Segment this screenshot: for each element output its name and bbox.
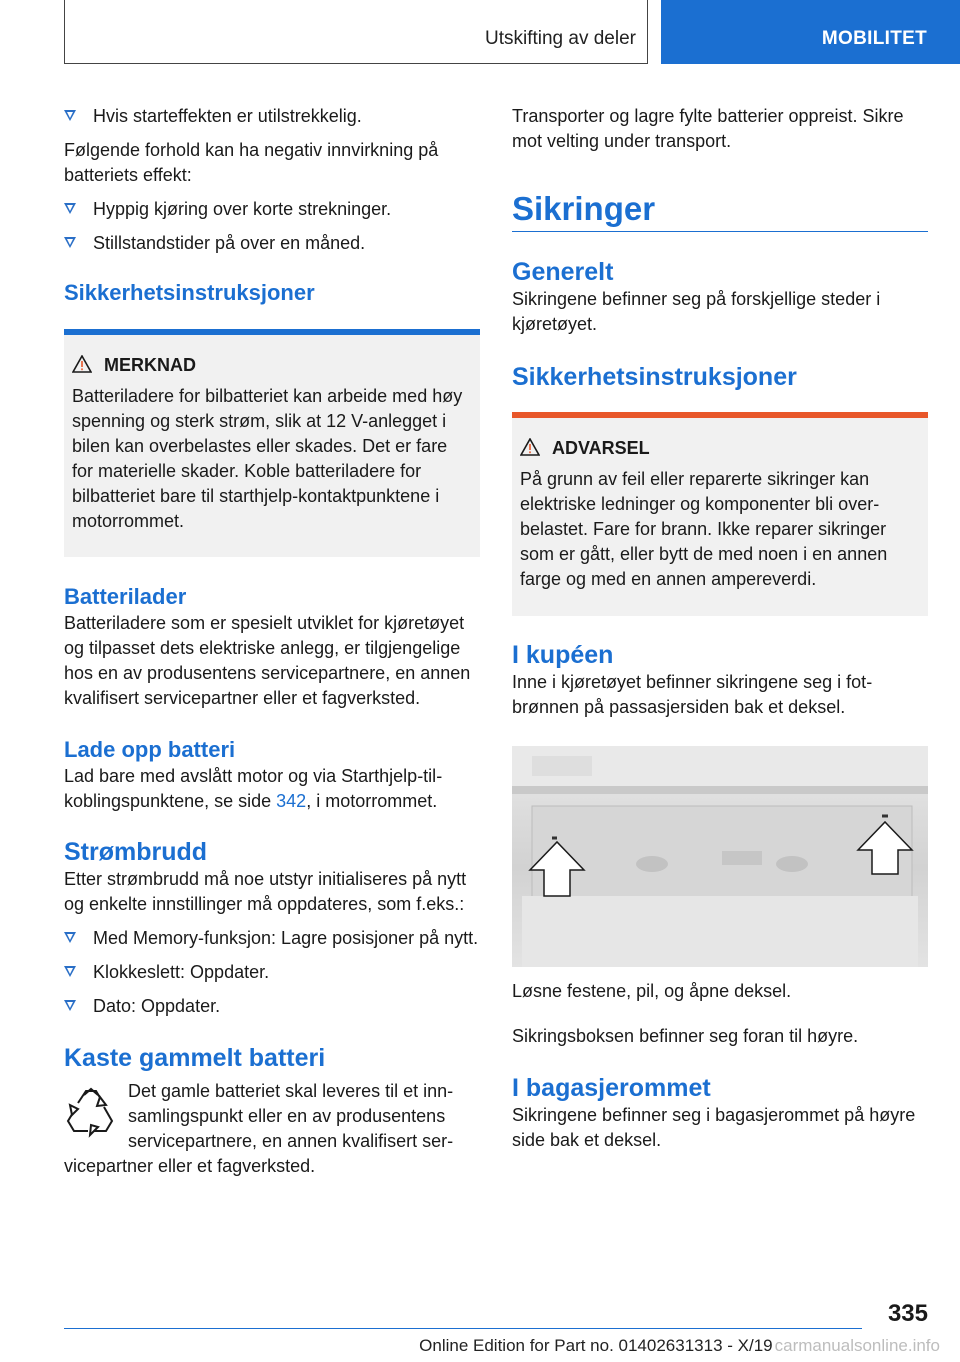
notice-box <box>64 329 480 557</box>
bullet-triangle-icon <box>64 932 76 943</box>
left-column <box>64 104 480 1179</box>
section-heading: Batterilader <box>64 584 187 609</box>
recycle-icon <box>64 1087 120 1147</box>
warning-triangle-icon <box>72 355 92 373</box>
section-heading: Sikkerhetsinstruksjoner <box>512 363 797 391</box>
section-heading: I kupéen <box>512 641 614 669</box>
heading-rule <box>512 231 928 232</box>
paragraph: Lad bare med avslått motor og via Starthjelp-tilkoblingspunktene, se side 342, i motorrommet. <box>64 766 443 811</box>
section-heading: Strømbrudd <box>64 838 208 866</box>
photo-caption: Løsne festene, pil, og åpne deksel. <box>512 981 792 1001</box>
warning-text: På grunn av feil eller reparerte sikringer kan elektriske ledninger og komponenter bli overbelastet. Fare for brann. Ikke reparer sikringer som er gått, eller bytt de med noen i en annen farge og med en annen ampereverdi. <box>520 469 888 589</box>
page-link[interactable]: 342 <box>276 791 307 811</box>
bullet-triangle-icon <box>64 1000 76 1011</box>
section-heading: I bagasjerommet <box>512 1074 711 1102</box>
paragraph: Inne i kjøretøyet befinner sikringene seg i fotbrønnen på passasjersiden bak et deksel. <box>512 672 873 717</box>
section-heading: Generelt <box>512 258 614 286</box>
list-item: Hvis starteffekten er utilstrekkelig. <box>64 104 480 129</box>
bullet-triangle-icon <box>64 203 76 214</box>
footer-rule <box>64 1328 862 1329</box>
section-heading: Kaste gammelt batteri <box>64 1044 326 1072</box>
right-column <box>512 104 928 1153</box>
notice-title: MERKNAD <box>72 353 472 378</box>
warning-box <box>512 412 928 616</box>
chapter-heading: Sikringer <box>512 190 656 227</box>
paragraph: Sikringene befinner seg på forskjellige steder i kjøretøyet. <box>512 289 881 334</box>
list-item: Med Memory-funksjon: Lagre posisjoner på nytt. <box>64 926 480 951</box>
paragraph: Sikringsboksen befinner seg foran til høyre. <box>512 1026 859 1046</box>
list-item: Stillstandstider på over en måned. <box>64 231 480 256</box>
list-item: Klokkeslett: Oppdater. <box>64 960 480 985</box>
paragraph: Etter strømbrudd må noe utstyr initialiseres på nytt og enkelte innstillinger må oppdateres, som f.eks.: <box>64 869 467 914</box>
paragraph: Transporter og lagre fylte batterier oppreist. Sikre mot velting under transport. <box>512 106 904 151</box>
section-heading: Sikkerhetsinstruksjoner <box>64 280 315 305</box>
header-chapter-label: MOBILITET <box>821 28 927 49</box>
paragraph: Sikringene befinner seg i bagasjerommet på høyre side bak et deksel. <box>512 1105 916 1150</box>
bullet-triangle-icon <box>64 110 76 121</box>
notice-text: Batteriladere for bilbatteriet kan arbeide med høy spenning og sterk strøm, slik at 12 V-anlegget i bilen kan overbelastes eller skades. Det er fare for materielle skader. Koble batteriladere for bilbatteriet bare til starthjelp-kontaktpunktene i motorrommet. <box>72 386 463 531</box>
footer-edition: Online Edition for Part no. 01402631313 - X/19 carmanualsonline.info <box>419 1336 940 1355</box>
fuse-cover-photo <box>512 746 928 967</box>
header-section-title: Utskifting av deler <box>484 28 636 49</box>
page-number: 335 <box>887 1300 928 1327</box>
list-item: Hyppig kjøring over korte strekninger. <box>64 197 480 222</box>
bullet-triangle-icon <box>64 966 76 977</box>
warning-triangle-icon <box>520 438 540 456</box>
disposal-block <box>64 1079 480 1179</box>
watermark: carmanualsonline.info <box>774 1336 940 1355</box>
warning-title: ADVARSEL <box>520 436 920 461</box>
paragraph: Batteriladere som er spesielt utviklet for kjøretøyet og tilpasset dets elektriske anlegg, er tilgjengelige hos en av produsentens servicepartnere, en annen kvalifisert servicepartner eller et fagverksted. <box>64 613 471 708</box>
paragraph: Følgende forhold kan ha negativ innvirkning på batteriets effekt: <box>64 140 439 185</box>
list-item: Dato: Oppdater. <box>64 994 480 1019</box>
bullet-triangle-icon <box>64 237 76 248</box>
section-heading: Lade opp batteri <box>64 737 236 762</box>
paragraph: Det gamle batteriet skal leveres til et innsamlingspunkt eller en av produsentens servicepartnere, en annen kvalifisert servicepartner eller et fagverksted. <box>64 1081 454 1176</box>
